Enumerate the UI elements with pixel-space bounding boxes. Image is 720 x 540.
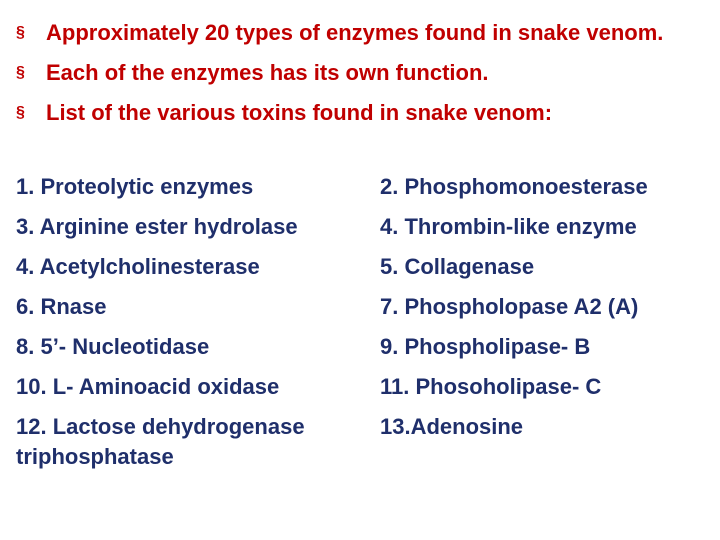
bullet-item (16, 98, 696, 128)
bullet-item (16, 18, 696, 48)
bullet-text: Each of the enzymes has its own function. (46, 60, 489, 85)
bullet-text: List of the various toxins found in snake venom: (46, 100, 553, 125)
enzyme-item: 8. 5’- Nucleotidase (16, 334, 210, 359)
bullet-marker-icon: § (16, 104, 25, 121)
enzyme-item: 12. Lactose dehydrogenase triphosphatase (16, 414, 305, 469)
enzyme-item: 1. Proteolytic enzymes (16, 174, 254, 199)
bullet-marker-icon: § (16, 24, 25, 41)
enzyme-item: 4. Acetylcholinesterase (16, 254, 260, 279)
enzyme-item: 13.Adenosine (380, 414, 524, 439)
bullet-list (16, 18, 696, 138)
enzyme-item: 9. Phospholipase- B (380, 334, 591, 359)
enzyme-item: 3. Arginine ester hydrolase (16, 214, 298, 239)
enzyme-item: 7. Phospholopase A2 (A) (380, 294, 639, 319)
bullet-marker-icon: § (16, 64, 25, 81)
enzyme-item: 11. Phosoholipase- C (380, 374, 602, 399)
enzyme-item: 2. Phosphomonoesterase (380, 174, 648, 199)
enzyme-item: 5. Collagenase (380, 254, 535, 279)
enzyme-item: 10. L- Aminoacid oxidase (16, 374, 280, 399)
enzyme-item: 4. Thrombin-like enzyme (380, 214, 637, 239)
bullet-item (16, 58, 696, 88)
bullet-text: Approximately 20 types of enzymes found in snake venom. (46, 20, 664, 45)
enzyme-list (16, 172, 706, 472)
enzyme-item: 6. Rnase (16, 294, 107, 319)
